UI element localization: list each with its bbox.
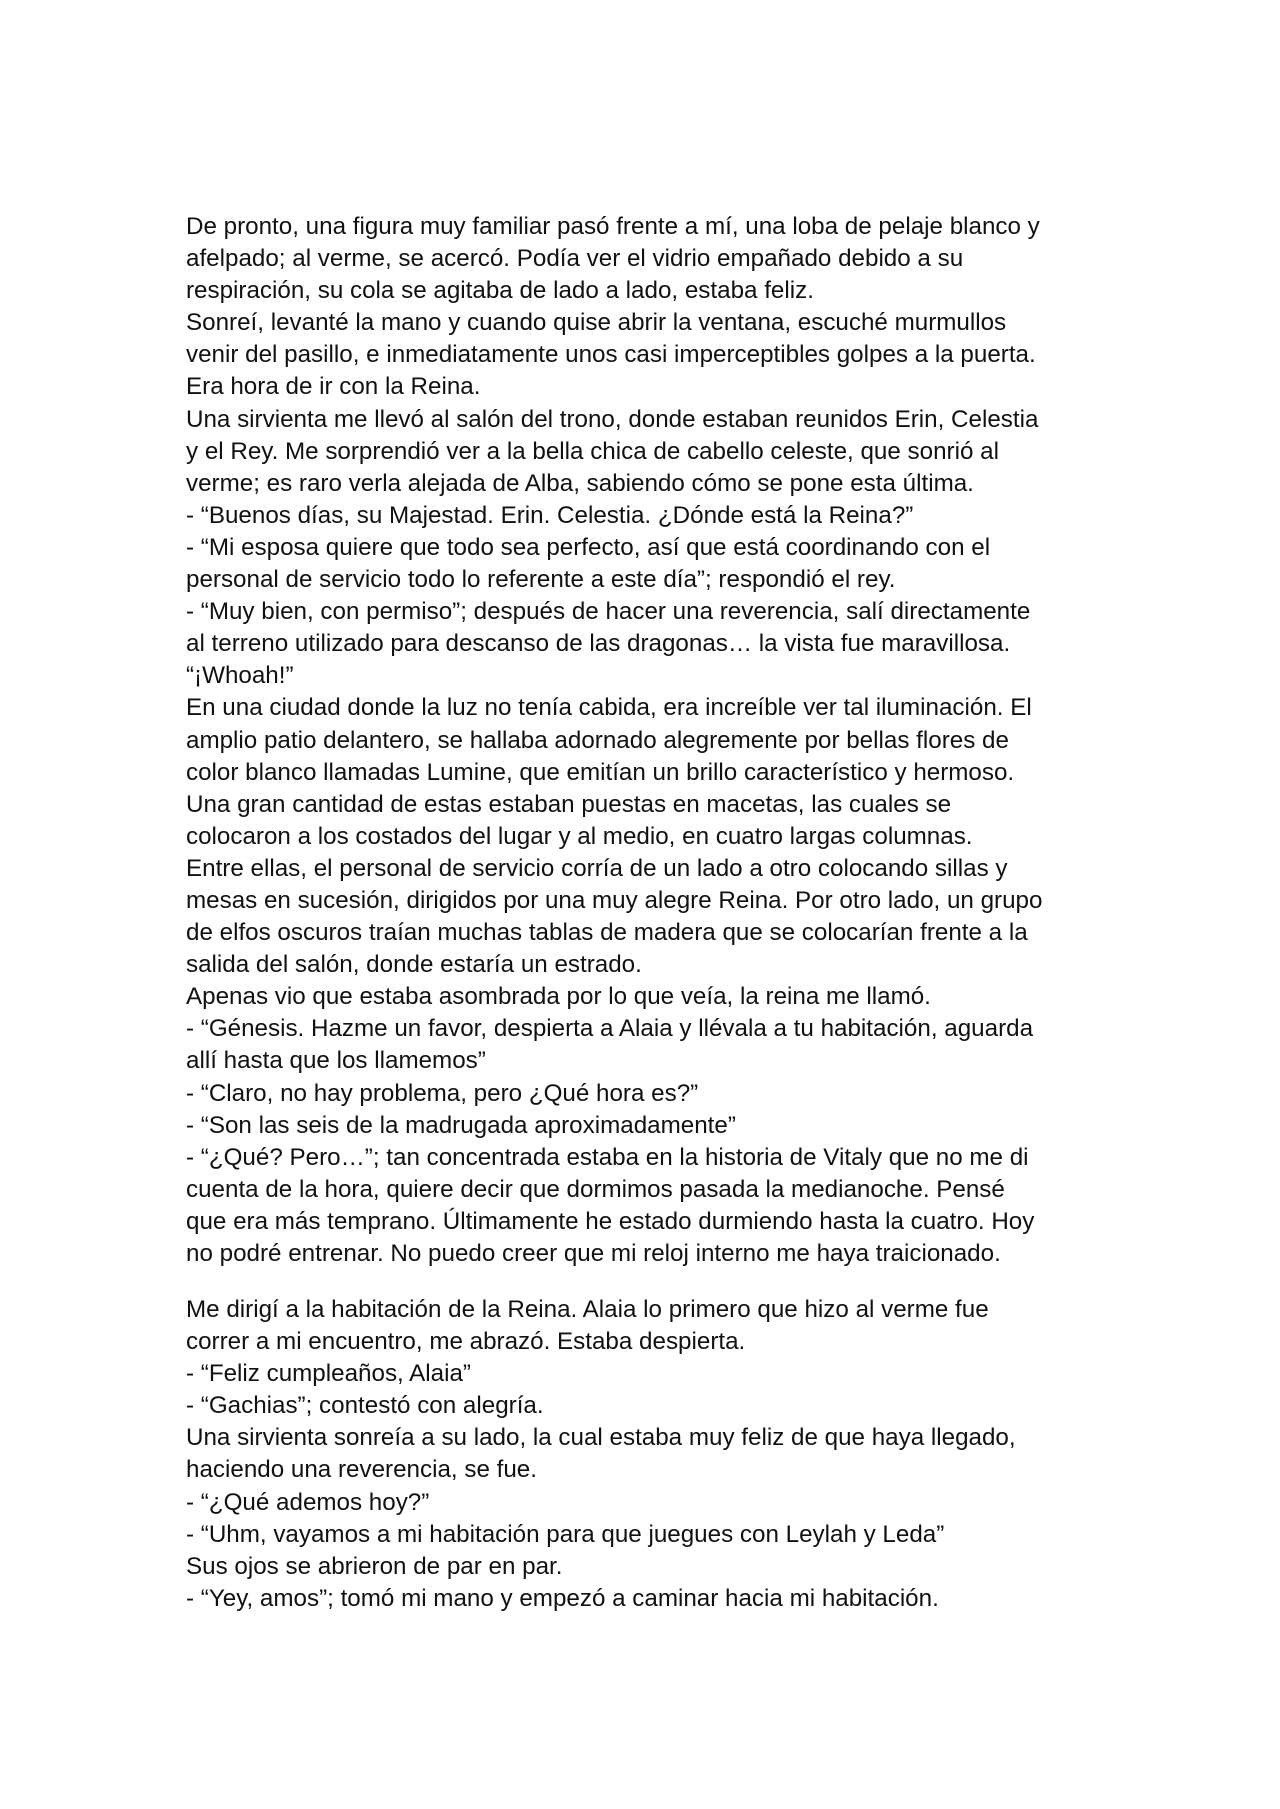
text-block-2 (186, 1294, 1106, 1615)
text-line: Era hora de ir con la Reina. (186, 373, 481, 401)
text-block-1 (186, 211, 1106, 1270)
text-line: verme; es raro verla alejada de Alba, sabiendo cómo se pone esta última. (186, 469, 974, 497)
text-line: - “¿Qué? Pero…”; tan concentrada estaba en la historia de Vitaly que no me di (186, 1143, 1029, 1171)
text-line: - “Buenos días, su Majestad. Erin. Celestia. ¿Dónde está la Reina?” (186, 501, 914, 529)
text-line: allí hasta que los llamemos” (186, 1047, 486, 1075)
text-line: Sonreí, levanté la mano y cuando quise abrir la ventana, escuché murmullos (186, 309, 1007, 337)
text-line: De pronto, una figura muy familiar pasó frente a mí, una loba de pelaje blanco y (186, 213, 1040, 240)
text-line: - “Yey, amos”; tomó mi mano y empezó a caminar hacia mi habitación. (186, 1584, 939, 1612)
text-line: Apenas vio que estaba asombrada por lo que veía, la reina me llamó. (186, 983, 931, 1011)
text-line: al terreno utilizado para descanso de las dragonas… la vista fue maravillosa. (186, 630, 1011, 658)
text-line: amplio patio delantero, se hallaba adornado alegremente por bellas flores de (186, 726, 1009, 754)
text-line: y el Rey. Me sorprendió ver a la bella chica de cabello celeste, que sonrió al (186, 437, 999, 465)
text-line: Una sirvienta sonreía a su lado, la cual estaba muy feliz de que haya llegado, (186, 1424, 1016, 1452)
text-line: - “Feliz cumpleaños, Alaia” (186, 1360, 471, 1388)
text-line: cuenta de la hora, quiere decir que dormimos pasada la medianoche. Pensé (186, 1175, 1005, 1203)
text-line: color blanco llamadas Lumine, que emitían un brillo característico y hermoso. (186, 758, 1015, 786)
text-line: respiración, su cola se agitaba de lado a lado, estaba feliz. (186, 277, 814, 305)
text-line: afelpado; al verme, se acercó. Podía ver el vidrio empañado debido a su (186, 245, 964, 273)
text-line: Una sirvienta me llevó al salón del trono, donde estaban reunidos Erin, Celestia (186, 405, 1039, 433)
text-line: venir del pasillo, e inmediatamente unos casi imperceptibles golpes a la puerta. (186, 341, 1036, 369)
text-line: salida del salón, donde estaría un estrado. (186, 951, 642, 979)
text-line: - “Muy bien, con permiso”; después de hacer una reverencia, salí directamente (186, 598, 1031, 626)
text-line: - “Gachias”; contestó con alegría. (186, 1392, 544, 1420)
text-line: mesas en sucesión, dirigidos por una muy alegre Reina. Por otro lado, un grupo (186, 886, 1043, 914)
text-line: Una gran cantidad de estas estaban puestas en macetas, las cuales se (186, 790, 952, 818)
text-line: personal de servicio todo lo referente a este día”; respondió el rey. (186, 566, 896, 594)
text-line: Sus ojos se abrieron de par en par. (186, 1552, 563, 1580)
text-line: Entre ellas, el personal de servicio corría de un lado a otro colocando sillas y (186, 854, 1008, 882)
text-line: - “Uhm, vayamos a mi habitación para que juegues con Leylah y Leda” (186, 1520, 945, 1548)
text-line: - “Génesis. Hazme un favor, despierta a Alaia y llévala a tu habitación, aguarda (186, 1015, 1034, 1043)
text-line: “¡Whoah!” (186, 662, 294, 690)
text-line: que era más temprano. Últimamente he estado durmiendo hasta la cuatro. Hoy (186, 1207, 1035, 1235)
text-line: haciendo una reverencia, se fue. (186, 1456, 537, 1484)
text-line: - “Claro, no hay problema, pero ¿Qué hora es?” (186, 1079, 699, 1107)
text-line: Me dirigí a la habitación de la Reina. Alaia lo primero que hizo al verme fue (186, 1296, 989, 1323)
text-line: correr a mi encuentro, me abrazó. Estaba despierta. (186, 1328, 746, 1356)
text-line: - “Mi esposa quiere que todo sea perfecto, así que está coordinando con el (186, 533, 991, 561)
text-line: - “¿Qué ademos hoy?” (186, 1488, 430, 1516)
text-line: - “Son las seis de la madrugada aproximadamente” (186, 1111, 736, 1139)
text-line: colocaron a los costados del lugar y al medio, en cuatro largas columnas. (186, 822, 973, 850)
text-line: En una ciudad donde la luz no tenía cabida, era increíble ver tal iluminación. El (186, 694, 1032, 722)
text-line: de elfos oscuros traían muchas tablas de madera que se colocarían frente a la (186, 919, 1028, 947)
text-line: no podré entrenar. No puedo creer que mi reloj interno me haya traicionado. (186, 1240, 1001, 1267)
